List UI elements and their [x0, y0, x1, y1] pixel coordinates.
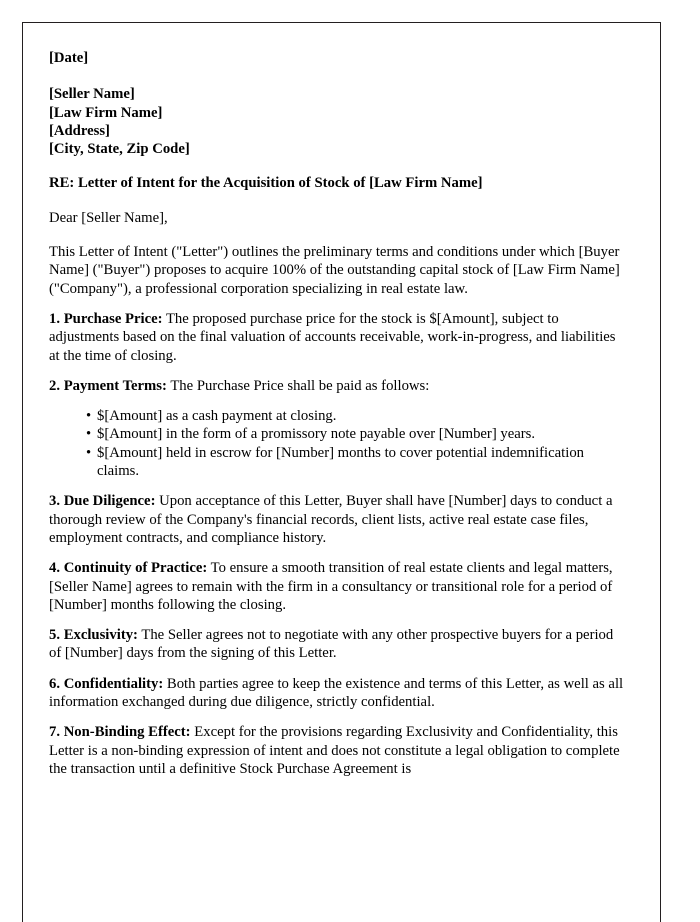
recipient-line-address: [Address] — [49, 122, 110, 139]
section-due-diligence — [49, 492, 624, 547]
spacer — [49, 711, 624, 723]
recipient-line-law-firm-name: [Law Firm Name] — [49, 104, 163, 121]
payment-terms-bullet-list — [49, 407, 624, 480]
section-title-exclusivity: 5. Exclusivity: — [49, 627, 138, 644]
spacer — [49, 298, 624, 310]
spacer — [49, 395, 624, 407]
document-page — [22, 22, 661, 922]
section-confidentiality — [49, 675, 624, 712]
spacer — [49, 614, 624, 626]
spacer — [49, 663, 624, 675]
subject-line: RE: Letter of Intent for the Acquisition of Stock of [Law Firm Name] — [49, 175, 483, 192]
section-title-payment-terms: 2. Payment Terms: — [49, 377, 167, 394]
intro-paragraph: This Letter of Intent ("Letter") outlines the preliminary terms and conditions under which [Buyer Name] ("Buyer") proposes to acquire 100% of the outstanding capital stock of [Law Firm Name] ("Company"), a professional corporation specializing in real estate law. — [49, 244, 620, 297]
date-placeholder: [Date] — [49, 50, 89, 66]
list-item: • $[Amount] as a cash payment at closing. — [86, 407, 624, 425]
spacer — [49, 480, 624, 492]
spacer — [49, 365, 624, 377]
section-non-binding-effect — [49, 723, 624, 778]
spacer — [49, 547, 624, 559]
section-purchase-price — [49, 310, 624, 365]
section-title-purchase-price: 1. Purchase Price: — [49, 310, 163, 327]
spacer — [49, 193, 624, 209]
section-title-non-binding-effect: 7. Non-Binding Effect: — [49, 724, 191, 741]
document-content — [23, 23, 660, 778]
recipient-line-city-state-zip: [City, State, Zip Code] — [49, 141, 190, 158]
section-body-due-diligence: Upon acceptance of this Letter, Buyer shall have [Number] days to conduct a thorough review of the Company's financial records, client lists, active real estate case files, employment contracts, and compliance history. — [49, 493, 613, 546]
section-body-confidentiality: Both parties agree to keep the existence and terms of this Letter, as well as all information exchanged during due diligence, strictly confidential. — [49, 675, 624, 711]
section-body-payment-terms: The Purchase Price shall be paid as follows: — [166, 377, 430, 394]
recipient-address-block — [49, 85, 624, 158]
section-title-continuity-of-practice: 4. Continuity of Practice: — [49, 560, 208, 577]
list-item: • $[Amount] in the form of a promissory note payable over [Number] years. — [86, 425, 624, 443]
section-title-due-diligence: 3. Due Diligence: — [49, 493, 156, 510]
spacer — [49, 227, 624, 243]
section-body-exclusivity: The Seller agrees not to negotiate with any other prospective buyers for a period of [Number] days from the signing of this Letter. — [49, 627, 614, 662]
spacer — [49, 67, 624, 85]
section-payment-terms — [49, 377, 624, 395]
section-title-confidentiality: 6. Confidentiality: — [49, 675, 164, 692]
section-body-continuity-of-practice: To ensure a smooth transition of real estate clients and legal matters, [Seller Name] agrees to remain with the firm in a consultancy or transitional role for a period of [Number] months following the closing. — [49, 560, 613, 613]
section-body-non-binding-effect: Except for the provisions regarding Exclusivity and Confidentiality, this Letter is a non-binding expression of intent and does not constitute a legal obligation to complete the transaction until a definitive Stock Purchase Agreement is — [49, 724, 620, 777]
spacer — [49, 158, 624, 174]
section-continuity-of-practice — [49, 559, 624, 614]
section-body-purchase-price: The proposed purchase price for the stock is $[Amount], subject to adjustments based on the final valuation of accounts receivable, work-in-progress, and liabilities at the time of closing. — [49, 310, 616, 364]
section-exclusivity — [49, 626, 624, 663]
list-item: • $[Amount] held in escrow for [Number] months to cover potential indemnification claims. — [86, 444, 624, 481]
salutation: Dear [Seller Name], — [49, 209, 168, 226]
recipient-line-seller-name: [Seller Name] — [49, 86, 135, 103]
